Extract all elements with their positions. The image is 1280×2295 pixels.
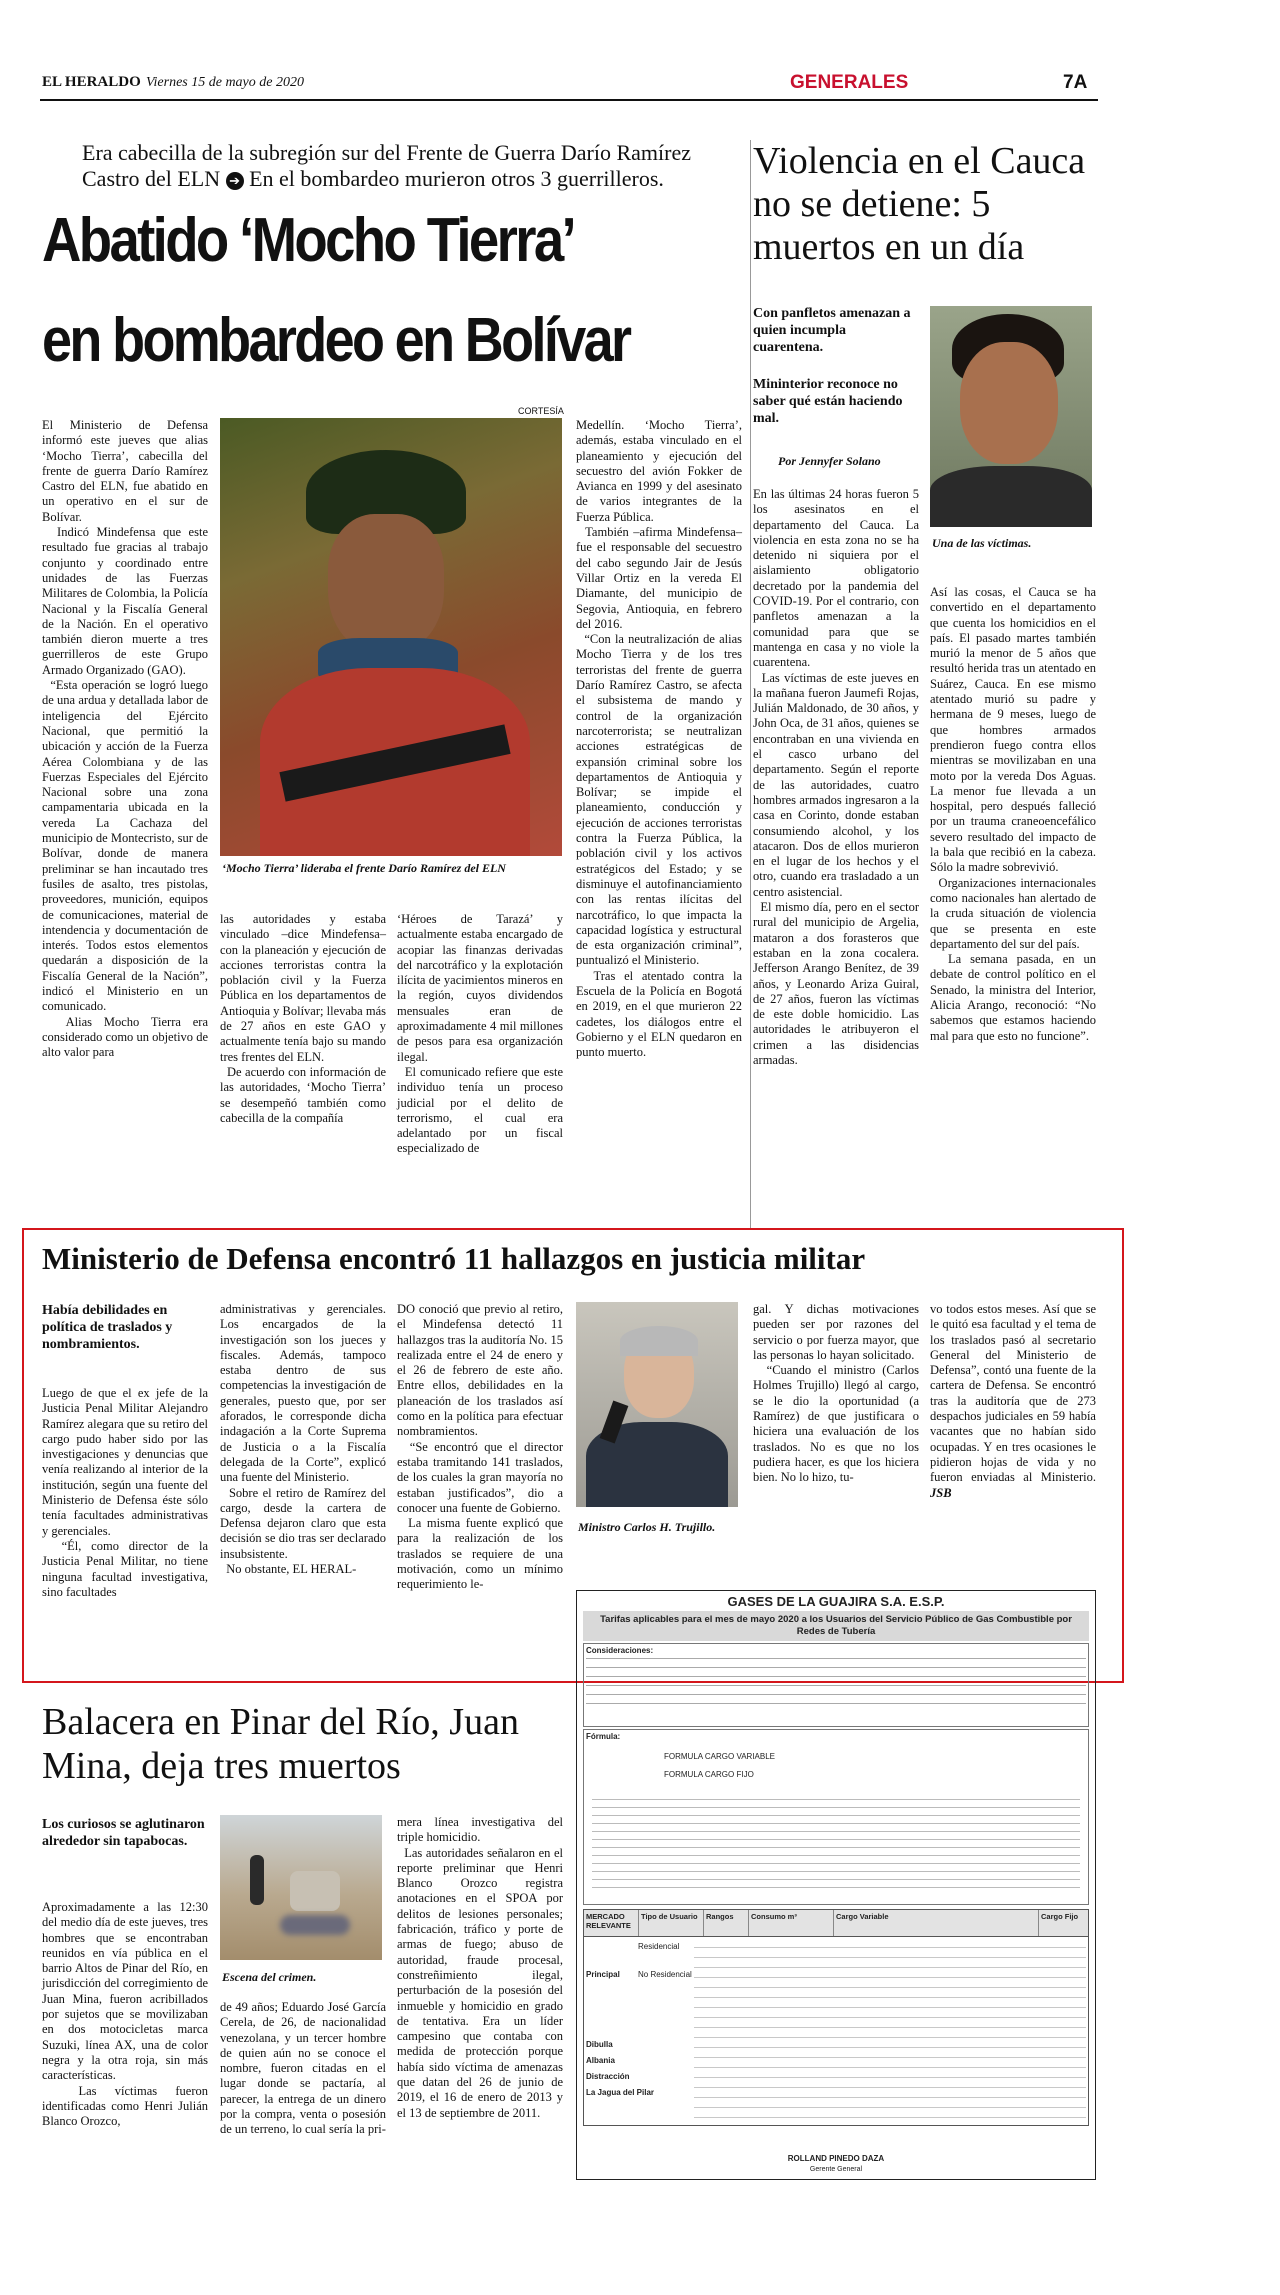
main-headline-line-1: Abatido ‘Mocho Tierra’ (42, 206, 575, 275)
main-col-4: Medellín. ‘Mocho Tierra’, además, estaba vinculado en el planeamiento y ejecución del secuestro del avión Fokker de Avianca en 1999 y del asesinato de varios integrantes de la Fuerza Pública. También –afirma Mindefensa– fue el responsable del secuestro del cabo segundo Jair de Jesús Villar Ortiz en la vereda El Diamante, del municipio de Segovia, Antioquia, en febrero del 2016. “Con la neutralización de alias Mocho Tierra y de los tres terroristas del frente de guerra Darío Ramírez Castro, se afecta el subsistema de mando y control de la organización narcoterrorista; se neutralizan acciones estratégicas de expansión criminal sobre los departamentos de Antioquia y Bolívar; se impide el planeamiento, conducción y ejecución de acciones terroristas contra la Fuerza Pública, la población civil y los activos estratégicos del Estado; y se disminuye el autofinanciamiento con las rentas ilícitas del narcotráfico, lo que impacta la capacidad logística y estructural de esta organización criminal”, puntualizó el Ministerio. Tras el atentado contra la Escuela de la Policía en Bogotá en 2019, en el que murieron 22 cadetes, los diálogos entre el Gobierno y el ELN quedaron en punto muerto. (576, 418, 743, 1060)
arrow-circle-icon: ➔ (226, 172, 244, 190)
cauca-col-2: Así las cosas, el Cauca se ha convertido en el departamento que cuenta los homicidios en el país. El pasado martes también murió la menor de 5 años que resultó herida tras un atentado en Suárez, Cauca. En ese mismo atentado murió su padre y hermana de 9 meses, luego de que hombres armados prendieron fuego contra ellos mientras se movilizaban en una moto por la vereda Dos Aguas. La menor fue llevada a un hospital, pero después falleció por un trauma craneoencefálico severo resultado del impacto de la bala que recibió en la cabeza. Sólo la madre sobrevivió. Organizaciones internacionales como nacionales han alertado de la cruda situación de violencia que se presenta en este departamento del sur del país. La semana pasada, en un debate de control político en el Senado, la ministra del Interior, Alicia Arango, reconoció: “No sabemos que estamos haciendo mal para que esto no funcione”. (930, 585, 1096, 1043)
ad-tariff-table: MERCADO RELEVANTE Tipo de Usuario Rangos Consumo m³ Cargo Variable Cargo Fijo Principal Dibulla Albania Distracción La Jagua del Pilar Residencial No Residencial (583, 1909, 1089, 2126)
defensa-col-5: vo todos estos meses. Así que se le quitó esa facultad y el tema de los traslados pasó al secretario General del Ministerio de Defensa”, contó una fuente de la cartera de Defensa. Se encontró tras la auditoría que de 273 despachos judiciales en 59 había vacantes que no habían sido ocupadas. Y en tres ocasiones le pidieron hojas de vida y no fueron enviadas al Ministerio. JSB (930, 1302, 1100, 1500)
photo-credit: CORTESÍA (518, 406, 564, 416)
crime-scene-photo (220, 1815, 382, 1960)
masthead-date: Viernes 15 de mayo de 2020 (146, 75, 304, 90)
cauca-victim-photo (930, 306, 1092, 527)
section-name: GENERALES (790, 72, 909, 93)
masthead-paper-name: EL HERALDO (42, 74, 141, 90)
header-rule (40, 99, 1098, 101)
ad-formula-block: Fórmula: FORMULA CARGO VARIABLE FORMULA CARGO FIJO (583, 1729, 1089, 1905)
gas-tariff-ad (576, 1590, 1096, 2180)
defensa-kicker: Había debilidades en política de traslados y nombramientos. (42, 1303, 173, 1352)
defensa-col-3: DO conoció que previo al retiro, el Mindefensa detectó 11 hallazgos tras la auditoría No. 15 realizada entre el 24 de enero y el 26 de febrero de este año. Entre ellos, debilidades en la planeación de los traslados así como en la política para efectuar nombramientos. “Se encontró que el director estaba tramitando 141 traslados, de los cuales la gran mayoría no estaban justificados”, dio a conocer una fuente de Gobierno. La misma fuente explicó que para la realización de los traslados se requiere de una motivación, como un mínimo requerimiento le- (397, 1302, 564, 1592)
main-kicker: Era cabecilla de la subregión sur del Frente de Guerra Darío Ramírez Castro del ELN ➔ En el bombardeo murieron otros 3 guerrilleros. (82, 140, 692, 191)
defensa-col-2: administrativas y gerenciales. Los encargados de la investigación son los jueces y fiscales. Además, tampoco estaba dentro de sus competencias la investigación de generales, puesto que, por ser aforados, le corresponde dicha indagación a la Corte Suprema de Justicia o a la Fiscalía delegada de la Corte”, explicó una fuente del Ministerio. Sobre el retiro de Ramírez del cargo, desde la cartera de Defensa dejaron claro que esta decisión se dio tras ser declarado insubsistente. No obstante, EL HERAL- (220, 1302, 386, 1577)
pinar-col-2: de 49 años; Eduardo José García Cerela, de 26, de nacionalidad venezolana, y un tercer hombre de quien aún no se conoce el nombre, fueron citadas en el lugar donde se pactaría, al parecer, la entrega de un dinero por la compra, venta o posesión de un terreno, lo cual sería la pri- (220, 2000, 390, 2137)
main-headline-line-2: en bombardeo en Bolívar (42, 306, 630, 375)
defensa-headline: Ministerio de Defensa encontró 11 hallazgos en justicia militar (42, 1241, 866, 1276)
cauca-kicker-2: Mininterior reconoce no saber qué están haciendo mal. (753, 377, 903, 426)
minister-photo (576, 1302, 738, 1507)
cauca-col-1: En las últimas 24 horas fueron 5 los asesinatos en el departamento del Cauca. La violencia en esta zona no se ha detenido ni siquiera por el aislamiento obligatorio decretado por la pandemia del COVID-19. Por el contrario, con panfletos amenazan a la comunidad para que se mantenga en casa y no viole la cuarentena. Las víctimas de este jueves en la mañana fueron Jaumefi Rojas, Julián Maldonado, de 30 años, y John Oca, de 31 años, quienes se encontraban en una vivienda en el casco urbano del departamento. Según el reporte de las autoridades, cuatro hombres armados ingresaron a la casa en Corinto, donde estaban consumiendo alcohol, y los atacaron. Dos de ellos murieron en el lugar de los hechos y el otro, cuando era trasladado a un centro asistencial. El mismo día, pero en el sector rural del municipio de Argelia, mataron a dos forasteros que estaban en la zona cocalera. Jefferson Arango Benítez, de 39 años, y Leonardo Ariza Guiral, de 27 años, fueron las víctimas de este doble homicidio. Las autoridades le atribuyeron el crimen a las disidencias armadas. (753, 487, 920, 1067)
pinar-col-1: Aproximadamente a las 12:30 del medio día de este jueves, tres hombres que se encontraban reunidos en vía pública en el barrio Altos de Pinar del Río, en jurisdicción del corregimiento de Juan Mina, fueron acribillados por sujetos que se movilizaban en dos motocicletas marca Suzuki, línea AX, una de color negra y la otra roja, sin más características. Las víctimas fueron identificadas como Henri Julián Blanco Orozco, (42, 1900, 208, 2129)
ad-signature: ROLLAND PINEDO DAZA (787, 2154, 885, 2163)
defensa-signature: JSB (930, 1485, 952, 1500)
minister-caption: Ministro Carlos H. Trujillo. (578, 1520, 716, 1534)
pinar-headline: Balacera en Pinar del Río, Juan Mina, deja tres muertos (42, 1701, 519, 1787)
cauca-headline: Violencia en el Cauca no se detiene: 5 muertos en un día (753, 140, 1086, 268)
ad-signature-role: Gerente General (809, 2166, 863, 2173)
defensa-col-1: Luego de que el ex jefe de la Justicia Penal Militar Alejandro Ramírez alegara que su retiro del cargo pudo haber sido por las investigaciones y denuncias que venía realizando al interior de la institución, según una fuente del Ministerio de Defensa éste sólo tenía facultades administrativas y gerenciales. “Él, como director de la Justicia Penal Militar, no tiene ninguna facultad investigativa, sino facultades (42, 1386, 208, 1599)
main-col-1: El Ministerio de Defensa informó este jueves que alias ‘Mocho Tierra’, cabecilla del frente de guerra Darío Ramírez Castro del ELN, fue abatido en un operativo en el sur de Bolívar. Indicó Mindefensa que este resultado fue gracias al trabajo conjunto y coordinado entre unidades de las Fuerzas Militares de Colombia, la Policía Nacional y la Fiscalía General de la Nación. En el operativo también dieron muerte a tres guerrilleros de este Grupo Armado Organizado (GAO). “Esta operación se logró luego de una ardua y detallada labor de inteligencia del Ejército Nacional, que permitió la ubicación y acción de la Fuerza Aérea Colombiana y de las Fuerzas Especiales del Ejército Nacional sobre una zona campamentaria ubicada en la vereda La Cachaza del municipio de Montecristo, sur de Bolívar, donde de manera preliminar se han incautado tres fusiles de asalto, tres pistolas, proveedores, munición, equipos de comunicaciones, material de intendencia y documentación de interés. Todos estos elementos quedarán a disposición de la Fiscalía General de la Nación”, indicó el Ministerio en un comunicado. Alias Mocho Tierra era considerado como un objetivo de alto valor para (42, 418, 209, 1060)
mocho-tierra-photo (220, 418, 562, 856)
page-number: 7A (1063, 72, 1088, 93)
ad-title: GASES DE LA GUAJIRA S.A. E.S.P. (727, 1594, 945, 1609)
cauca-photo-caption: Una de las víctimas. (932, 536, 1032, 550)
ad-considerations: Consideraciones: (583, 1643, 1089, 1727)
pinar-col-3: mera línea investigativa del triple homicidio. Las autoridades señalaron en el reporte preliminar que Henri Blanco Orozco registra anotaciones en el SPOA por delitos de lesiones personales; fabricación, tráfico y porte de armas de fuego; abuso de autoridad, fraude procesal, constreñimiento ilegal, perturbación de la posesión del inmueble y homicidio en grado de tentativa. Era un líder campesino que contaba con medida de protección porque había sido víctima de amenazas que datan del 26 de junio de 2019, el 16 de enero de 2013 y el 13 de septiembre de 2011. (397, 1815, 563, 2120)
ad-subtitle: Tarifas aplicables para el mes de mayo 2020 a los Usuarios del Servicio Público de Gas Combustible por Redes de Tubería (583, 1611, 1089, 1641)
mocho-tierra-caption: ‘Mocho Tierra’ lideraba el frente Darío Ramírez del ELN (222, 861, 506, 875)
cauca-kicker-1: Con panfletos amenazan a quien incumpla cuarentena. (753, 306, 911, 355)
main-col-3: ‘Héroes de Tarazá’ y actualmente estaba encargado de acopiar las finanzas derivadas del narcotráfico y la explotación ilícita de yacimientos mineros en la región, cuyos dividendos mensuales eran de aproximadamente 4 mil millones de pesos para esa organización ilegal. El comunicado refiere que este individuo tenía un proceso judicial por el delito de terrorismo, el cual era adelantado por un fiscal especializado de (397, 912, 563, 1156)
pinar-kicker: Los curiosos se aglutinaron alrededor sin tapabocas. (42, 1817, 205, 1849)
column-divider (750, 140, 751, 1228)
cauca-byline: Por Jennyfer Solano (778, 454, 881, 468)
crime-scene-caption: Escena del crimen. (222, 1970, 317, 1984)
main-col-2: las autoridades y estaba vinculado –dice Mindefensa– con la planeación y ejecución de acciones terroristas contra la población civil y la Fuerza Pública en los departamentos de Antioquia y Bolívar; llevaba más de 27 años en este GAO y actualmente tenía bajo su mando tres frentes del ELN. De acuerdo con información de las autoridades, ‘Mocho Tierra’ se desempeñó también como cabecilla de la compañía (220, 912, 387, 1125)
defensa-col-4: gal. Y dichas motivaciones pueden ser por razones del servicio o por fuerza mayor, que las personas lo hayan solicitado. “Cuando el ministro (Carlos Holmes Trujillo) llegó al cargo, se le dio la oportunidad (a Ramírez) de que justificara o hiciera una evaluación de los traslados. No es que no los pudiera hacer, es que los hiciera bien. No lo hizo, tu- (753, 1302, 920, 1485)
